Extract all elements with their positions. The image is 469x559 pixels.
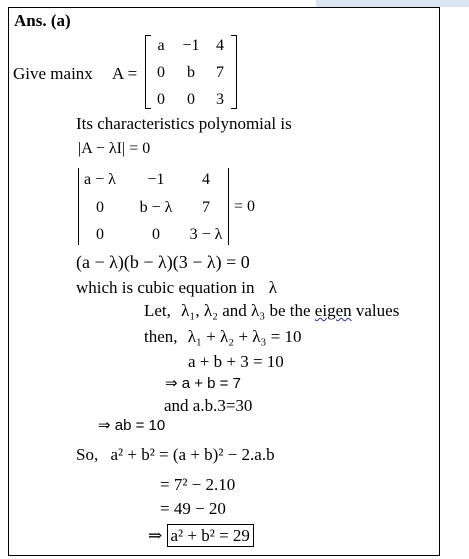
determinant — [78, 168, 230, 246]
matrix-a — [145, 35, 237, 109]
so-equation: a² + b² = (a + b)² − 2.a.b — [110, 445, 275, 464]
matrix-cell: 0 — [187, 91, 195, 108]
sum-line: a + b + 3 = 10 — [188, 352, 284, 371]
matrix-cell: 4 — [216, 37, 224, 54]
det-lhs: |A − λI| — [78, 140, 126, 157]
matrix-cell: 3 — [216, 91, 224, 108]
det-cell: 0 — [96, 199, 104, 216]
given-lhs: A = — [112, 64, 138, 83]
given-label: Give mainx — [13, 64, 93, 83]
final-line — [148, 527, 254, 544]
cubic-text: which is cubic equation in — [76, 278, 255, 297]
det-cell: 3 − λ — [189, 226, 223, 243]
det-cell: 0 — [96, 226, 104, 243]
then-equation: λ₁ + λ₂ + λ₃ = 10 — [187, 327, 302, 346]
ab-sum-line: ⇒ a + b = 7 — [165, 375, 241, 392]
det-cell: 4 — [202, 171, 210, 188]
matrix-cell: −1 — [182, 37, 200, 54]
det-cell: 7 — [202, 199, 210, 216]
matrix-cell: b — [187, 64, 195, 81]
so-line — [76, 446, 275, 463]
det-cell: b − λ — [139, 199, 173, 216]
final-answer-box: a² + b² = 29 — [167, 524, 254, 547]
det-equation — [78, 141, 150, 157]
det-cell: −1 — [147, 171, 165, 188]
det-left-bar — [78, 168, 79, 245]
answer-heading: Ans. (a) — [14, 11, 71, 30]
let-suffix-pre: be the — [269, 301, 311, 320]
final-arrow: ⇒ — [148, 526, 163, 545]
matrix-cell: 7 — [216, 64, 224, 81]
char-poly-text: Its characteristics polynomial is — [76, 114, 292, 133]
let-prefix: Let, — [144, 301, 171, 320]
let-suffix-post: values — [355, 301, 400, 320]
so-prefix: So, — [76, 445, 99, 464]
let-line — [144, 302, 399, 319]
matrix-cell: a — [157, 37, 165, 54]
det-rhs: = 0 — [129, 140, 151, 157]
step-2: = 49 − 20 — [160, 499, 226, 518]
det-cell: 0 — [152, 226, 160, 243]
factored-equation: (a − λ)(b − λ)(3 − λ) = 0 — [76, 252, 250, 272]
ab-line: ⇒ ab = 10 — [98, 417, 166, 434]
right-bracket — [231, 35, 237, 109]
matrix-cell: 0 — [157, 91, 165, 108]
product-line: and a.b.3=30 — [164, 396, 253, 415]
det-right-bar — [228, 168, 229, 245]
then-prefix: then, — [144, 327, 178, 346]
matrix-cell: 0 — [157, 64, 165, 81]
top-strip — [316, 0, 469, 7]
eigen-word: eigen — [314, 301, 352, 320]
step-1: = 7² − 2.10 — [160, 475, 236, 494]
let-vars: λ₁, λ₂ and λ₃ — [181, 301, 266, 320]
then-line — [144, 328, 302, 345]
cubic-line — [76, 279, 277, 296]
det-cell: a − λ — [84, 171, 116, 188]
det-rhs-zero: = 0 — [234, 198, 256, 215]
cubic-var: λ — [268, 278, 277, 297]
